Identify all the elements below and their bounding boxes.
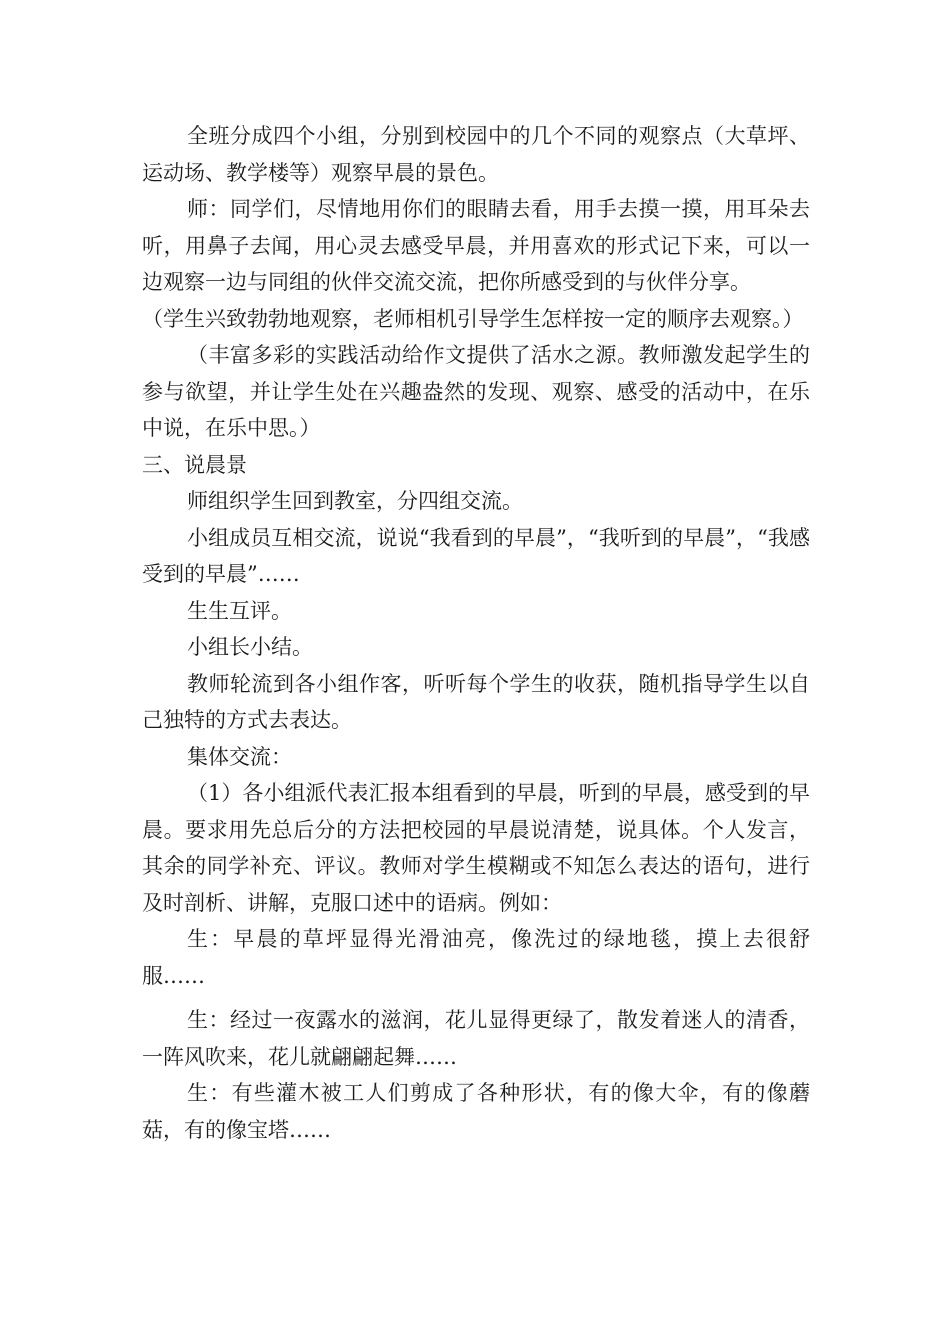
paragraph-peer-review: 生生互评。 bbox=[187, 598, 292, 623]
paragraph-group-exchange: 小组成员互相交流，说说“我看到的早晨”，“我听到的早晨”，“我感受到的早晨”…… bbox=[142, 525, 810, 586]
section-heading-speak-morning: 三、说晨景 bbox=[142, 452, 247, 477]
paragraph-teacher-visits: 教师轮流到各小组作客，听听每个学生的收获，随机指导学生以自己独特的方式去表达。 bbox=[142, 671, 810, 732]
paragraph-student-example-flowers: 生：经过一夜露水的滋润，花儿显得更绿了，散发着迷人的清香，一阵风吹来，花儿就翩翩起舞…… bbox=[142, 1008, 810, 1069]
paragraph-group-leader-summary: 小组长小结。 bbox=[187, 635, 313, 659]
paragraph-collective-exchange: 集体交流： bbox=[187, 744, 292, 769]
paragraph-observation-groups: 全班分成四个小组，分别到校园中的几个不同的观察点（大草坪、运动场、教学楼等）观察早晨的景色。 bbox=[142, 124, 810, 185]
paragraph-student-example-shrubs: 生：有些灌木被工人们剪成了各种形状，有的像大伞，有的像蘑菇，有的像宝塔…… bbox=[142, 1081, 810, 1142]
paragraph-report-requirements: （1）各小组派代表汇报本组看到的早晨，听到的早晨，感受到的早晨。要求用先总后分的方法把校园的早晨说清楚，说具体。个人发言，其余的同学补充、评议。教师对学生模糊或不知怎么表达的语句，进行及时剖析、讲解，克服口述中的语病。例如： bbox=[142, 781, 810, 915]
paragraph-teacher-instruction: 师：同学们，尽情地用你们的眼睛去看，用手去摸一摸，用耳朵去听，用鼻子去闻，用心灵去感受早晨，并用喜欢的形式记下来，可以一边观察一边与同组的伙伴交流交流，把你所感受到的与伙伴分享。 bbox=[142, 197, 810, 294]
paragraph-student-observation-note: （学生兴致勃勃地观察，老师相机引导学生怎样按一定的顺序去观察。） bbox=[142, 306, 804, 331]
paragraph-student-example-lawn: 生：早晨的草坪显得光滑油亮，像洗过的绿地毯，摸上去很舒服…… bbox=[142, 927, 810, 988]
paragraph-design-commentary: （丰富多彩的实践活动给作文提供了活水之源。教师激发起学生的参与欲望，并让学生处在兴趣盎然的发现、观察、感受的活动中，在乐中说，在乐中思。） bbox=[142, 343, 810, 440]
paragraph-return-classroom: 师组织学生回到教室，分四组交流。 bbox=[187, 489, 523, 513]
document-body bbox=[142, 118, 810, 1148]
